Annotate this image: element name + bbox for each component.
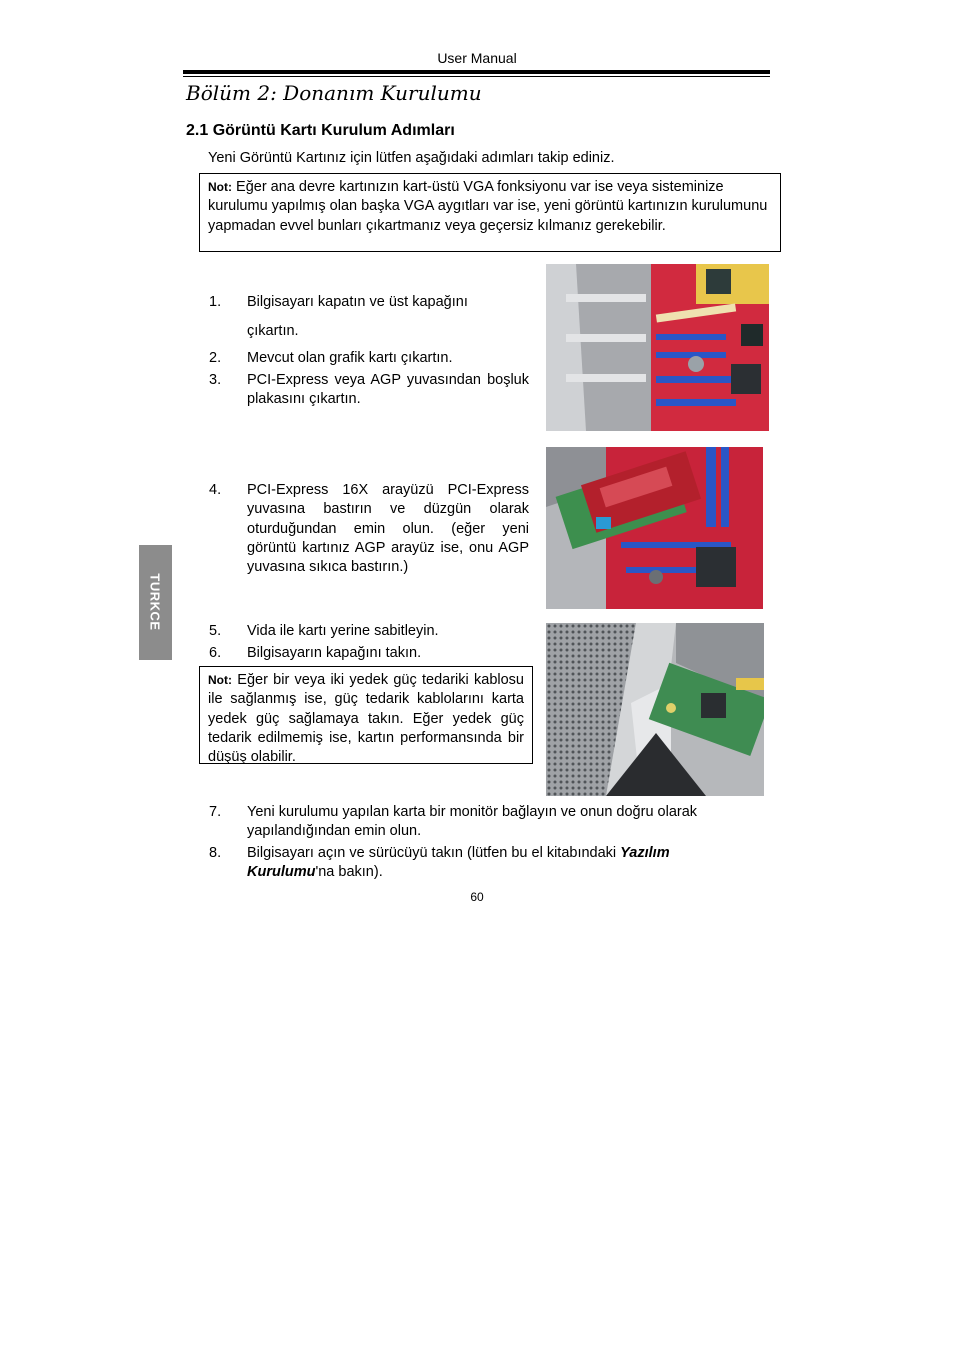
step-text: Yeni kurulumu yapılan karta bir monitör bağlayın ve onun doğru olarak yapılandığından emin olun. (247, 804, 698, 840)
step-number: 2. (209, 350, 222, 366)
side-tab-label: TURKCE (147, 573, 163, 631)
step-text: PCI-Express veya AGP yuvasından boşluk plakasını çıkartın. (247, 372, 529, 408)
step-text: Bilgisayarı kapatın ve üst kapağını (247, 294, 468, 310)
photo-card-insertion (546, 447, 763, 609)
photo-motherboard-slots (546, 264, 769, 431)
header-rule-thick (183, 70, 770, 74)
step-number: 5. (209, 623, 222, 639)
step-number: 7. (209, 804, 222, 820)
step-1-continued: çıkartın. (247, 323, 299, 339)
intro-text: Yeni Görüntü Kartınız için lütfen aşağıdaki adımları takip ediniz. (208, 150, 615, 166)
note-box-power (199, 666, 533, 764)
note-text: Eğer ana devre kartınızın kart-üstü VGA fonksiyonu var ise veya sisteminize kurulumu yapılmış olan başka VGA aygıtları var ise, yeni görüntü kartınızın kurulumunu yapmadan evvel bunları çıkartmanız veya geçersiz kılmanız gerekebilir. (208, 179, 768, 234)
step-number: 3. (209, 372, 222, 388)
step-text: PCI-Express 16X arayüzü PCI-Express yuvasına bastırın ve düzgün olarak oturduğundan emin olun. (eğer yeni görüntü kartınız AGP arayüz ise, onu AGP yuvasına sıkıca bastırın.) (247, 482, 529, 576)
step-text: Mevcut olan grafik kartı çıkartın. (247, 350, 453, 366)
running-header: User Manual (437, 50, 517, 66)
note-label: Not: (208, 180, 232, 194)
page-number: 60 (470, 890, 484, 904)
software-install-reference: Yazılım Kurulumu (247, 845, 670, 881)
note-box-vga (199, 173, 781, 252)
step-number: 6. (209, 645, 222, 661)
step-number: 1. (209, 294, 222, 310)
step-number: 8. (209, 845, 222, 861)
step-text (247, 844, 727, 883)
step-number: 4. (209, 482, 222, 498)
section-title: 2.1 Görüntü Kartı Kurulum Adımları (186, 122, 455, 139)
note-text: Eğer bir veya iki yedek güç tedariki kablosu ile sağlanmış ise, güç tedarik kablolarını karta yedek güç sağlamaya takın. Eğer yedek güç tedarik edilmemiş ise, kartın performansında bir düşüş olabilir. (208, 672, 524, 766)
chapter-title: Bölüm 2: Donanım Kurulumu (186, 81, 482, 105)
step-text-part: 'na bakın). (315, 864, 383, 881)
step-text: Vida ile kartı yerine sabitleyin. (247, 623, 439, 639)
step-text-part: Bilgisayarı açın ve sürücüyü takın (lütfen bu el kitabındaki (247, 845, 621, 861)
language-side-tab (139, 545, 172, 660)
step-text: Bilgisayarın kapağını takın. (247, 645, 422, 661)
photo-card-bracket (546, 623, 764, 796)
note-label: Not: (208, 673, 232, 687)
header-rule-thin (183, 76, 770, 77)
